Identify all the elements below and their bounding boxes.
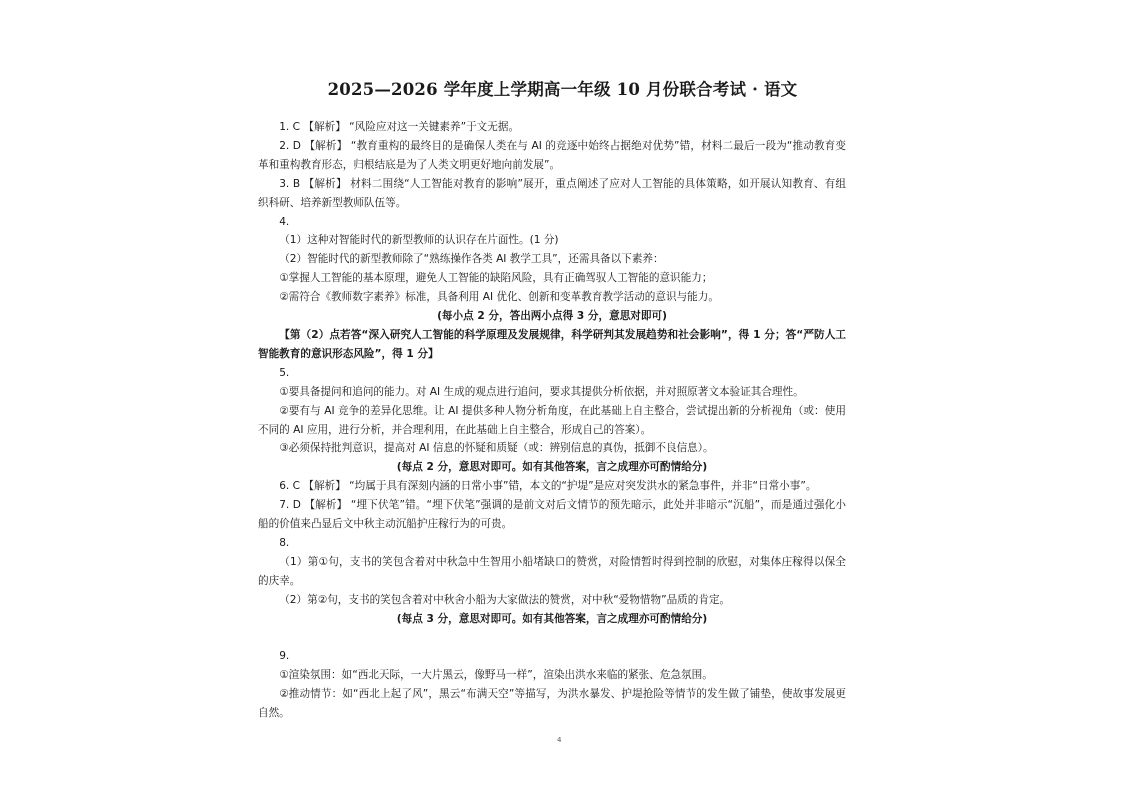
answer-q7: 7. D 【解析】 “埋下伏笔”错。“埋下伏笔”强调的是前文对后文情节的预先暗示，此处并非暗示“沉船”，而是通过强化小船的价值来凸显后文中秋主动沉船护庄稼行为的可贵。	[258, 499, 846, 531]
answer-q5-point2: ②要有与 AI 竞争的差异化思维。让 AI 提供多种人物分析角度，在此基础上自主整合，尝试提出新的分析视角（或：使用不同的 AI 应用，进行分析，并合理利用，在此基础上自主整合，形成自己的答案）。	[258, 404, 846, 436]
answer-q4-point-a: ①掌握人工智能的基本原理，避免人工智能的缺陷风险，具有正确驾驭人工智能的意识能力；	[279, 272, 713, 285]
answer-q9-point1: ①渲染氛围：如“西北天际，一大片黑云，像野马一样”，渲染出洪水来临的紧张、危急氛围。	[279, 669, 713, 682]
answer-q4-part1: （1）这种对智能时代的新型教师的认识存在片面性。(1 分)	[279, 234, 559, 247]
answer-q8-part1: （1）第①句，支书的笑包含着对中秋急中生智用小船堵缺口的赞赏，对险情暂时得到控制的欣慰，对集体庄稼得以保全的庆幸。	[258, 555, 846, 587]
answer-key-body	[258, 118, 846, 723]
answer-q9-heading: 9.	[279, 650, 290, 663]
answer-q2: 2. D 【解析】 “教育重构的最终目的是确保人类在与 AI 的竞逐中始终占据绝对优势”错，材料二最后一段为“推动教育变革和重构教育形态，归根结底是为了人类文明更好地向前发展”。	[258, 139, 846, 171]
answer-q5-heading: 5.	[279, 366, 290, 379]
answer-q5-scoring: (每点 2 分，意思对即可。如有其他答案，言之成理亦可酌情给分)	[396, 461, 708, 474]
answer-q9-point2: ②推动情节：如“西北上起了风”，黑云“布满天空”等描写，为洪水暴发、护堤抢险等情节的发生做了铺垫，使故事发展更自然。	[258, 688, 846, 720]
answer-q4-note: 【第（2）点若答“深入研究人工智能的科学原理及发展规律，科学研判其发展趋势和社会影响”，得 1 分；答“严防人工智能教育的意识形态风险”，得 1 分】	[258, 328, 846, 360]
answer-q4-point-b: ②需符合《教师数字素养》标准，具备利用 AI 优化、创新和变革教育教学活动的意识与能力。	[279, 291, 719, 304]
answer-q8-scoring: (每点 3 分，意思对即可。如有其他答案，言之成理亦可酌情给分)	[396, 612, 708, 625]
document-title: 2025—2026 学年度上学期高一年级 10 月份联合考试 · 语文	[327, 80, 798, 99]
answer-q8-part2: （2）第②句，支书的笑包含着对中秋舍小船为大家做法的赞赏，对中秋“爱物惜物”品质的肯定。	[279, 593, 731, 606]
answer-q4-scoring: (每小点 2 分，答出两小点得 3 分，意思对即可)	[437, 310, 667, 323]
answer-q4-heading: 4.	[279, 215, 290, 228]
answer-q8-heading: 8.	[279, 536, 290, 549]
answer-q5-point3: ③必须保持批判意识，提高对 AI 信息的怀疑和质疑（或：辨别信息的真伪，抵御不良信息）。	[279, 442, 714, 455]
answer-q3: 3. B 【解析】 材料二围绕“人工智能对教育的影响”展开，重点阐述了应对人工智能的具体策略，如开展认知教育、有组织科研、培养新型教师队伍等。	[258, 177, 846, 209]
answer-q6: 6. C 【解析】 “均属于具有深刻内涵的日常小事”错，本文的“护堤”是应对突发洪水的紧急事件，并非“日常小事”。	[279, 480, 817, 493]
page-number: 4	[557, 736, 562, 744]
answer-q4-part2: （2）智能时代的新型教师除了“熟练操作各类 AI 教学工具”，还需具备以下素养：	[279, 253, 664, 266]
answer-q5-point1: ①要具备提问和追问的能力。对 AI 生成的观点进行追问，要求其提供分析依据，并对照原著文本验证其合理性。	[279, 385, 804, 398]
spacer	[258, 628, 846, 647]
answer-q1: 1. C 【解析】 “风险应对这一关键素养”于文无据。	[279, 121, 520, 133]
